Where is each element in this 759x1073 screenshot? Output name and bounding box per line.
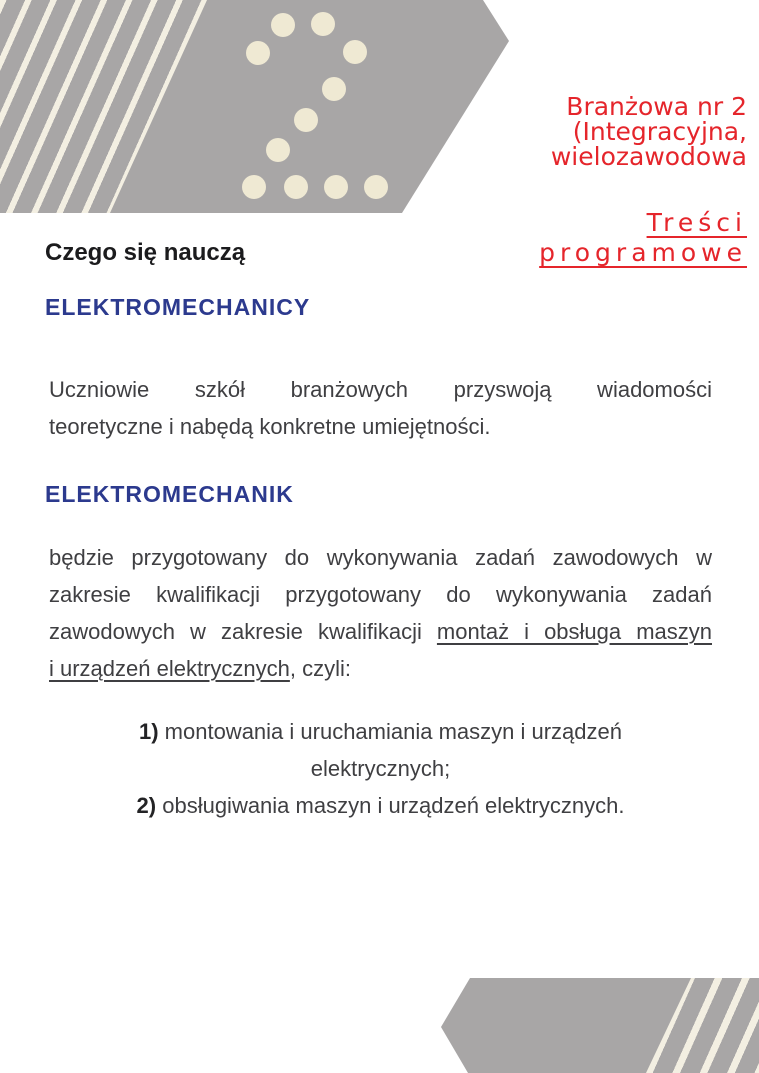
paragraph-qualification <box>49 539 712 687</box>
decor-arrow-bottom <box>441 978 759 1073</box>
list-item-1-continuation: elektrycznych; <box>310 756 451 781</box>
paragraph-line: teoretyczne i nabędą konkretne umiejętności. <box>49 414 491 439</box>
profession-heading: ELEKTROMECHANIK <box>45 481 294 507</box>
dot <box>343 40 367 64</box>
dot <box>284 175 308 199</box>
branch-label-line: (Integracyjna, <box>572 117 747 146</box>
underlined-qualification: i urządzeń elektrycznych <box>49 656 290 681</box>
dot <box>266 138 290 162</box>
paragraph-line: będzie przygotowany do wykonywania zadań zawodowych w <box>49 545 712 570</box>
dot <box>322 77 346 101</box>
list-item-1-marker: 1) <box>138 719 159 744</box>
branch-label-line: wielozawodowa <box>550 142 747 171</box>
branch-label <box>487 94 747 169</box>
underlined-qualification: montaż i obsługa maszyn <box>436 619 712 644</box>
paragraph-line: i urządzeń elektrycznych, czyli: <box>49 656 352 681</box>
diagonal-stripes-bottom <box>441 978 759 1073</box>
group-heading: ELEKTROMECHANICY <box>45 294 311 320</box>
list-item-2: 2) obsługiwania maszyn i urządzeń elektrycznych. <box>136 793 625 818</box>
decor-arrow-top <box>0 0 512 213</box>
program-content-line: Treści <box>646 208 747 237</box>
paragraph-line: Uczniowie szkół branżowych przyswoją wiadomości <box>49 377 712 402</box>
paragraph-line: zawodowych w zakresie kwalifikacji montaż i obsługa maszyn <box>49 619 712 644</box>
intro-heading: Czego się nauczą <box>45 239 246 266</box>
program-content-label <box>487 208 747 268</box>
paragraph-line: zakresie kwalifikacji przygotowany do wykonywania zadań <box>49 582 712 607</box>
list-item-2-marker: 2) <box>136 793 157 818</box>
paragraph-intro <box>49 371 712 445</box>
dot <box>324 175 348 199</box>
skills-list <box>49 713 712 824</box>
dot <box>246 41 270 65</box>
program-content-line: programowe <box>539 238 747 267</box>
list-item-1: 1) montowania i uruchamiania maszyn i urządzeń <box>138 719 622 744</box>
branch-label-line: Branżowa nr 2 <box>566 92 747 121</box>
dot <box>311 12 335 36</box>
dot <box>364 175 388 199</box>
dot <box>271 13 295 37</box>
dot <box>242 175 266 199</box>
dot <box>294 108 318 132</box>
